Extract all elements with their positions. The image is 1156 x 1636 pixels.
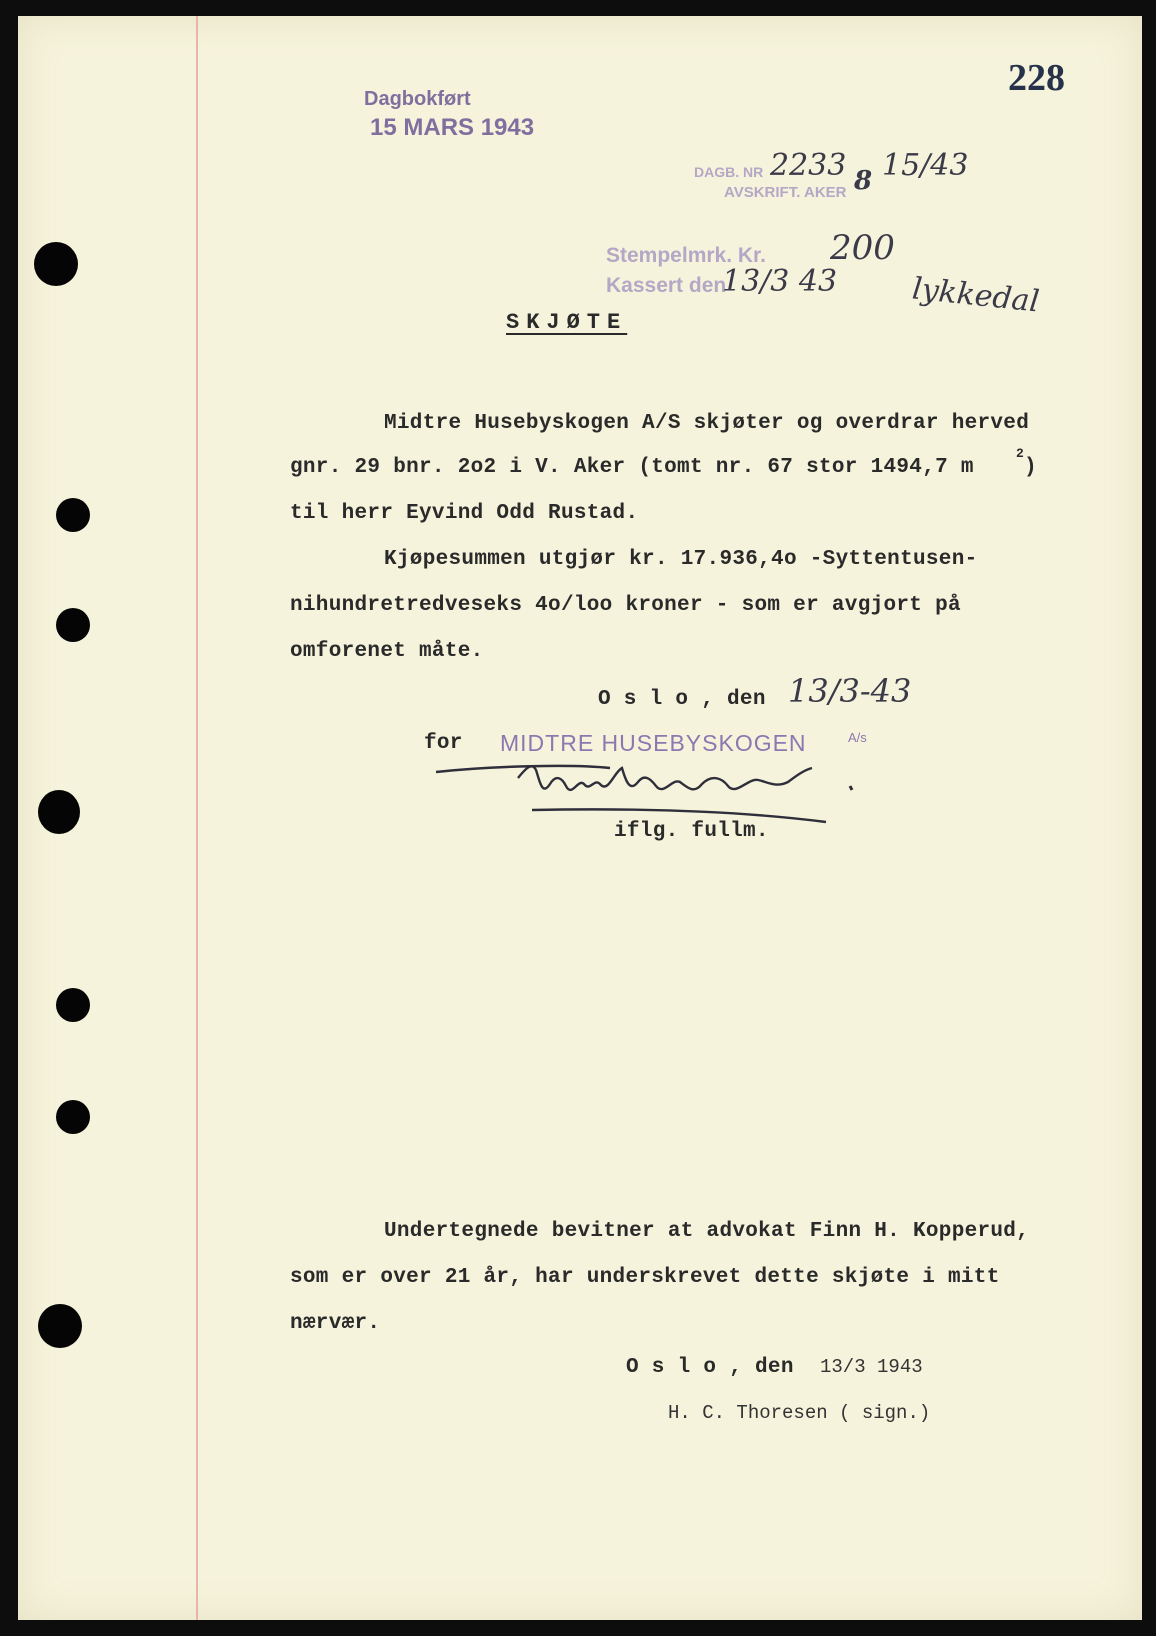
witness-line: som er over 21 år, har underskrevet dette skjøte i mitt — [290, 1266, 1000, 1289]
witness-signature: H. C. Thoresen ( sign.) — [668, 1402, 931, 1424]
witness-line: Undertegnede bevitner at advokat Finn H. Kopperud, — [384, 1220, 1030, 1243]
punch-hole — [56, 988, 90, 1022]
document-page — [18, 16, 1142, 1620]
body-line: Kjøpesummen utgjør kr. 17.936,4o -Syttentusen- — [384, 548, 978, 571]
handwritten-signature — [432, 748, 872, 828]
dagb-date: 15/43 — [882, 148, 969, 183]
registered-stamp-date: 15 MARS 1943 — [370, 114, 535, 141]
body-line: til herr Eyvind Odd Rustad. — [290, 502, 639, 525]
place-date-label: O s l o , den — [598, 688, 766, 711]
punch-hole — [38, 1304, 82, 1348]
body-line: nihundretredveseks 4o/loo kroner - som er avgjort på — [290, 594, 961, 617]
cashed-date: 13/3 43 — [722, 264, 838, 299]
place-date-typed: 13/3 1943 — [820, 1356, 923, 1378]
punch-hole — [56, 1100, 90, 1134]
area-superscript: 2 — [1016, 446, 1025, 461]
stamp-fee-label: Stempelmrk. Kr. — [606, 244, 766, 267]
area-close: ) — [1024, 456, 1037, 479]
cashed-label: Kassert den — [606, 274, 727, 297]
dagb-label: DAGB. NR — [694, 164, 764, 180]
place-date-handwritten: 13/3-43 — [788, 672, 912, 710]
body-line: Midtre Husebyskogen A/S skjøter og overdrar herved — [384, 412, 1030, 435]
company-stamp: MIDTRE HUSEBYSKOGEN — [500, 730, 807, 756]
place-date-label: O s l o , den — [626, 1356, 794, 1379]
registered-stamp-label: Dagbokført — [364, 88, 471, 110]
cashed-by-signature: lykkedal — [910, 271, 1041, 320]
punch-hole — [38, 790, 80, 834]
punch-hole — [34, 242, 78, 286]
punch-hole — [56, 498, 90, 532]
body-line: gnr. 29 bnr. 2o2 i V. Aker (tomt nr. 67 stor 1494,7 m — [290, 456, 974, 479]
dagb-number: 2233 — [770, 148, 847, 183]
margin-line — [196, 16, 198, 1620]
page-number: 228 — [1008, 57, 1065, 99]
proxy-note: iflg. fullm. — [614, 820, 769, 843]
copy-stamp: AVSKRIFT. AKER — [724, 184, 847, 201]
witness-line: nærvær. — [290, 1312, 381, 1335]
stamp-fee-value: 200 — [830, 228, 895, 268]
document-title: SKJØTE — [506, 310, 628, 335]
body-line: omforenet måte. — [290, 640, 484, 663]
dagb-suffix: 8 — [854, 166, 873, 196]
punch-hole — [56, 608, 90, 642]
company-stamp-suffix: A/s — [848, 730, 867, 745]
for-label: for — [424, 732, 463, 755]
